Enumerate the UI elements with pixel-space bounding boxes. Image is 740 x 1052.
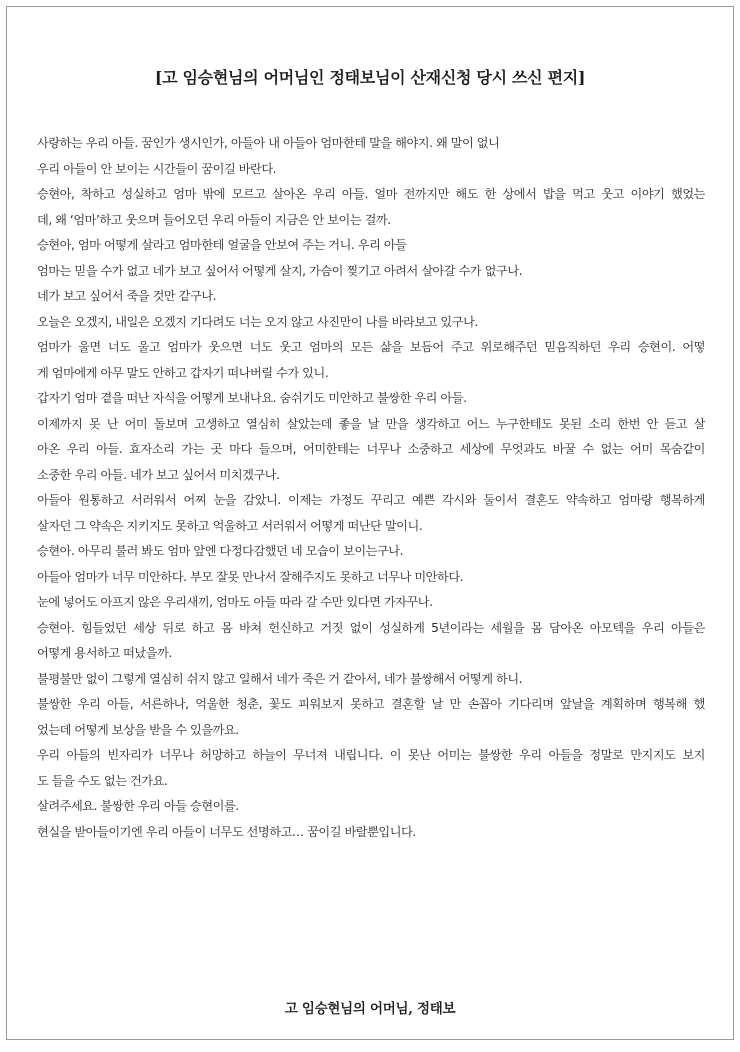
letter-line: 오늘은 오겠지, 내일은 오겠지 기다려도 너는 오지 않고 사진만이 나를 바라보고 있구나. [37,314,478,329]
letter-page [6,6,734,1040]
letter-line: 우리 아들의 빈자리가 너무나 허망하고 하늘이 무너져 내립니다. 이 못난 어미는 불쌍한 우리 아들을 정말로 만지지도 보지 [37,748,705,762]
letter-line: 승현아, 엄마 어떻게 살라고 엄마한테 얼굴을 안보여 주는 거니. 우리 아들 [37,238,407,252]
letter-line: 아온 우리 아들. 효자소리 가는 곳 마다 들으며, 어미한테는 너무나 소중하고 세상에 무엇과도 바꿀 수 없는 어미 목숨같이 [37,442,705,456]
letter-line: 승현아. 아무리 불러 봐도 엄마 앞엔 다정다감했던 네 모습이 보이는구나. [37,544,404,558]
letter-line: 엄마가 울면 너도 울고 엄마가 웃으면 너도 웃고 엄마의 모든 삶을 보듬어 주고 위로해주던 믿음직하던 우리 승현이. 어떻 [37,340,705,354]
letter-signature: 고 임승현님의 어머님, 정태보 [284,1001,456,1017]
letter-title: [고 임승현님의 어머님인 정태보님이 산재신청 당시 쓰신 편지] [154,68,586,87]
letter-line: 아들아 엄마가 너무 미안하다. 부모 잘못 만나서 잘해주지도 못하고 너무나 미안하다. [37,569,464,584]
letter-line: 살려주세요. 불쌍한 우리 아들 승현이를. [37,799,239,813]
letter-line: 아들아 원통하고 서러워서 어찌 눈을 감았니. 이제는 가정도 꾸리고 예쁜 각시와 둘이서 결혼도 약속하고 엄마랑 행복하게 [37,493,705,507]
letter-line: 승현아, 착하고 성실하고 엄마 밖에 모르고 살아온 우리 아들. 얼마 전까지만 해도 한 상에서 밥을 먹고 웃고 이야기 했었는 [37,187,705,201]
letter-line: 우리 아들이 안 보이는 시간들이 꿈이길 바란다. [37,161,277,176]
letter-line: 이제까지 못 난 어미 돌보며 고생하고 열심히 살았는데 좋을 날 만을 생각하고 어느 누구한테도 못된 소리 한번 안 듣고 살 [37,416,705,431]
letter-line: 불쌍한 우리 아들, 서른하나, 억울한 청춘, 꽃도 피워보지 못하고 결혼할 날 만 손꼽아 기다리며 앞날을 계획하며 행복해 했 [37,697,705,711]
letter-line: 소중한 우리 아들. 네가 보고 싶어서 미치겠구나. [37,467,280,482]
letter-line: 사랑하는 우리 아들. 꿈인가 생시인가, 아들아 내 아들아 엄마한테 말을 해야지. 왜 말이 없니 [37,136,500,150]
letter-line: 승현아. 힘들었던 세상 뒤로 하고 몸 바쳐 헌신하고 거짓 없이 성실하게 5년이라는 세월을 몸 담아온 아모텍을 우리 아들은 [37,620,705,635]
letter-line: 도 들을 수도 없는 건가요. [37,773,168,788]
letter-line: 데, 왜 ‘엄마’하고 웃으며 들어오던 우리 아들이 지금은 안 보이는 걸까. [37,212,391,227]
letter-body [37,131,705,845]
letter-line: 었는데 어떻게 보상을 받을 수 있을까요. [37,722,239,737]
letter-line: 눈에 넣어도 아프지 않은 우리새끼, 엄마도 아들 따라 갈 수만 있다면 가자꾸나. [37,595,433,609]
letter-line: 네가 보고 싶어서 죽을 것만 같구나. [37,289,217,303]
letter-line: 엄마는 믿을 수가 없고 네가 보고 싶어서 어떻게 살지, 가슴이 찢기고 아려서 살아갈 수가 없구나. [37,263,523,278]
letter-line: 살자던 그 약속은 지키지도 못하고 억울하고 서러워서 어떻게 떠난단 말이니. [37,518,423,533]
letter-line: 게 엄마에게 아무 말도 안하고 갑자기 떠나버릴 수가 있니. [37,365,329,380]
letter-line: 갑자기 엄마 곁을 떠난 자식을 어떻게 보내나요. 숨쉬기도 미안하고 불쌍한 우리 아들. [37,391,467,405]
letter-line: 어떻게 용서하고 떠났을까. [37,646,172,660]
letter-line: 현실을 받아들이기엔 우리 아들이 너무도 선명하고… 꿈이길 바랄뿐입니다. [37,824,416,839]
letter-line: 불평불만 없이 그렇게 열심히 쉬지 않고 일해서 네가 죽은 거 같아서, 네가 불쌍해서 어떻게 하니. [37,671,523,686]
